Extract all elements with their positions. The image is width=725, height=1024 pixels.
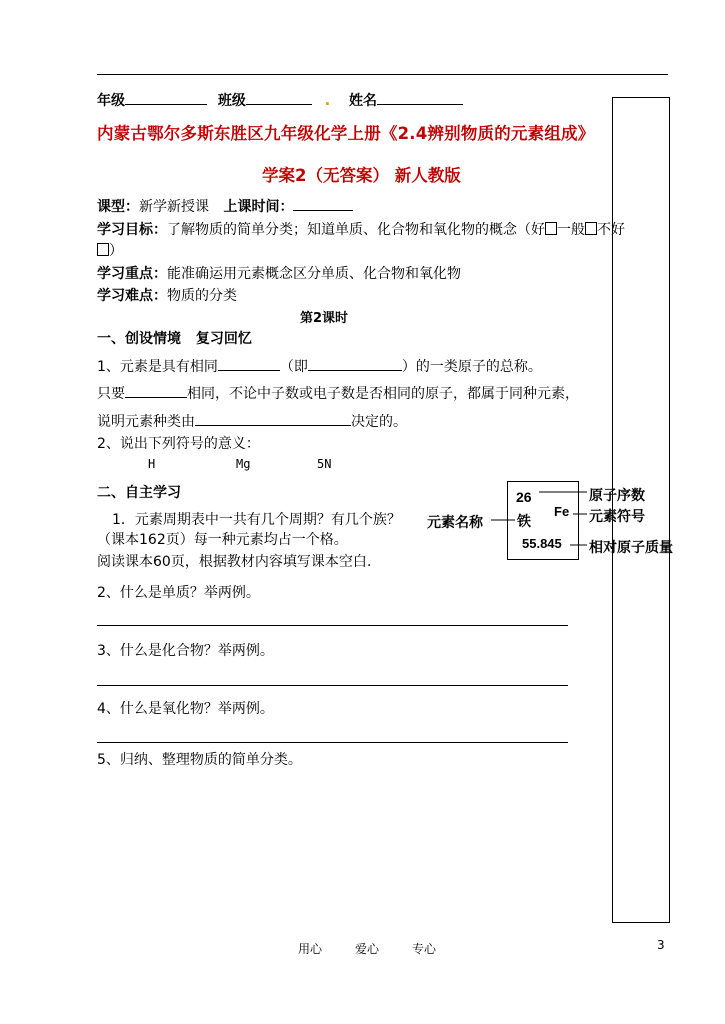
name-blank[interactable] xyxy=(377,90,463,105)
class-time-label: 上课时间： xyxy=(223,199,294,215)
s1-q1-blank-1[interactable] xyxy=(218,356,280,371)
goal-label: 学习目标： xyxy=(97,222,167,238)
key-point-line xyxy=(97,263,461,283)
s1-q1-line3 xyxy=(97,411,407,431)
checkbox-average[interactable] xyxy=(585,222,597,235)
label-atomic-number: 原子序数 xyxy=(589,488,645,504)
s1-q1-blank-2[interactable] xyxy=(308,356,402,371)
goal-text: 了解物质的简单分类；知道单质、化合物和氧化物的概念（好 xyxy=(167,222,545,238)
s2-q3: 3、什么是化合物？举两例。 xyxy=(97,643,274,659)
label-element-name: 元素名称 xyxy=(427,515,483,531)
difficulty-line xyxy=(97,285,237,305)
section2-heading: 二、自主学习 xyxy=(97,485,181,501)
course-type-label: 课型： xyxy=(97,199,139,215)
checkbox-bad[interactable] xyxy=(97,243,109,256)
grade-label: 年级 xyxy=(97,93,125,109)
element-atomic-mass: 55.845 xyxy=(522,536,562,551)
footer-motto-2: 爱心 xyxy=(355,942,380,956)
name-label: 姓名 xyxy=(348,93,377,109)
class-blank[interactable] xyxy=(246,90,312,105)
s2-q2-answer-line xyxy=(97,625,568,626)
goal-option-average: 一般 xyxy=(557,222,585,238)
symbol-mg: Mg xyxy=(236,457,251,471)
s1-q1-text-b: （即 xyxy=(279,359,308,375)
s2-q5: 5、归纳、整理物质的简单分类。 xyxy=(97,752,302,768)
title-line-2: 学案2（无答案） 新人教版 xyxy=(262,166,461,185)
s1-q1-text-c: ）的一类原子的总称。 xyxy=(401,359,542,375)
class-time-blank[interactable] xyxy=(293,196,353,211)
s1-q1-line2-b: 相同，不论中子数或电子数是否相同的原子，都属于同种元素， xyxy=(187,386,579,402)
s1-q1-line1 xyxy=(97,356,542,376)
label-element-symbol: 元素符号 xyxy=(589,509,645,525)
s1-q1-line3-a: 说明元素种类由 xyxy=(97,414,195,430)
s2-q1-line1: 1．元素周期表中一共有几个周期？有几个族？ xyxy=(112,512,401,528)
top-rule xyxy=(97,74,668,75)
s2-q3-answer-line xyxy=(97,685,568,686)
difficulty-label: 学习难点： xyxy=(97,288,167,304)
grade-blank[interactable] xyxy=(125,90,207,105)
page-number: 3 xyxy=(657,938,665,952)
s1-q1-blank-4[interactable] xyxy=(195,411,351,426)
s2-q4-answer-line xyxy=(97,742,568,743)
s1-q1-line2-a: 只要 xyxy=(97,386,125,402)
symbol-h: H xyxy=(148,457,156,471)
s1-q1-line2 xyxy=(97,383,579,403)
s2-q4: 4、什么是氧化物？举两例。 xyxy=(97,701,274,717)
element-atomic-number: 26 xyxy=(516,489,532,505)
element-name: 铁 xyxy=(517,514,531,530)
s2-q1-line3: 阅读课本60页，根据教材内容填写课本空白. xyxy=(97,554,372,570)
s1-q1-text-a: 1、元素是具有相同 xyxy=(97,359,218,375)
label-atomic-mass: 相对原子质量 xyxy=(589,540,673,556)
dot-mark: . xyxy=(324,93,331,109)
goal-line-2: ） xyxy=(97,240,123,260)
s2-q2: 2、什么是单质？举两例。 xyxy=(97,585,260,601)
element-symbol: Fe xyxy=(554,504,570,519)
course-type-line xyxy=(97,196,353,216)
key-label: 学习重点： xyxy=(97,266,167,282)
difficulty-text: 物质的分类 xyxy=(167,288,237,304)
s2-q1-line2: （课本162页）每一种元素均占一个格。 xyxy=(97,532,348,548)
goal-option-bad: 不好 xyxy=(597,222,625,238)
s1-q1-blank-3[interactable] xyxy=(125,383,187,398)
s1-q2: 2、说出下列符号的意义： xyxy=(97,436,260,452)
footer-motto-1: 用心 xyxy=(298,942,323,956)
key-text: 能准确运用元素概念区分单质、化合物和氧化物 xyxy=(167,266,461,282)
symbol-5n: 5N xyxy=(317,457,332,471)
lesson-label: 第2课时 xyxy=(300,311,349,326)
section1-heading: 一、创设情境 复习回忆 xyxy=(97,331,252,347)
class-label: 班级 xyxy=(217,93,246,109)
goal-line-1 xyxy=(97,219,625,239)
header-line xyxy=(97,90,463,110)
course-type-value: 新学新授课 xyxy=(139,199,209,215)
title-line-1: 内蒙古鄂尔多斯东胜区九年级化学上册《2.4辨别物质的元素组成》 xyxy=(97,124,595,143)
s1-q1-line3-b: 决定的。 xyxy=(351,414,407,430)
footer-motto-3: 专心 xyxy=(412,942,437,956)
checkbox-good[interactable] xyxy=(545,222,557,235)
